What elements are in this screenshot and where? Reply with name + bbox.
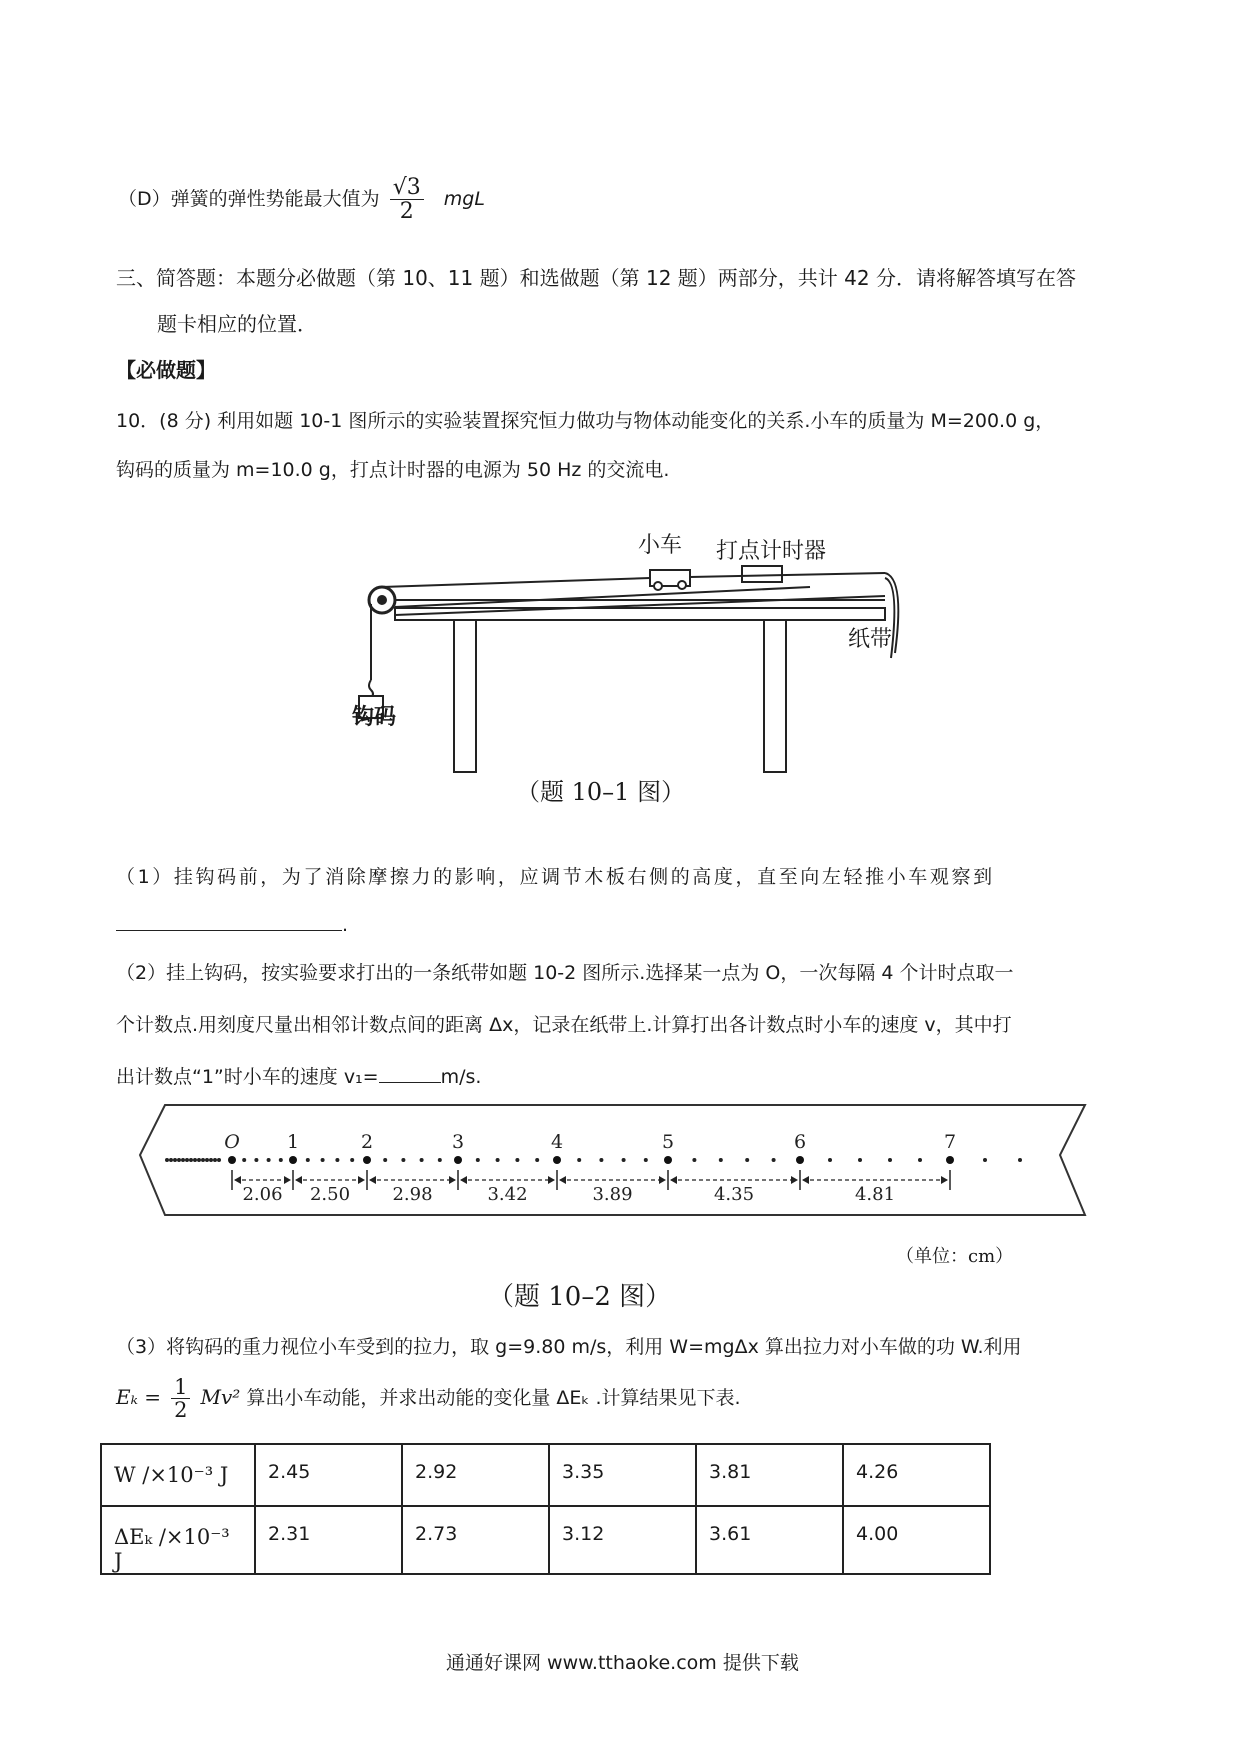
half-numerator: 1 <box>171 1376 190 1399</box>
count-point-7 <box>946 1156 954 1164</box>
part2-line3-pre: 出计数点“1”时小车的速度 v₁= <box>116 1066 379 1088</box>
tape-dot <box>983 1158 987 1162</box>
ek-symbol: Eₖ = <box>116 1385 162 1410</box>
tape-dot <box>1018 1158 1022 1162</box>
answer-blank-2[interactable] <box>379 1064 441 1083</box>
option-d-suffix: mgL <box>443 188 485 211</box>
tape-dot <box>692 1158 696 1162</box>
count-point-o <box>228 1156 236 1164</box>
table-row-work <box>101 1444 990 1506</box>
table-cell: 3.12 <box>549 1506 696 1574</box>
tape-dot <box>438 1158 442 1162</box>
tape-dot <box>242 1158 246 1162</box>
label-tape: 纸带 <box>848 627 893 652</box>
table-cell: 3.35 <box>549 1444 696 1506</box>
table-cell: 4.26 <box>843 1444 990 1506</box>
tape-dot <box>858 1158 862 1162</box>
required-header: 【必做题】 <box>116 358 216 382</box>
part3-line2 <box>116 1376 741 1421</box>
figure-10-1 <box>340 520 940 790</box>
table-cell: 4.00 <box>843 1506 990 1574</box>
tape-dot <box>169 1158 173 1162</box>
count-point-label: 1 <box>286 1131 300 1153</box>
count-point-label: 6 <box>793 1131 807 1153</box>
tape-dot <box>772 1158 776 1162</box>
table-cell: 2.73 <box>402 1506 549 1574</box>
count-point-3 <box>454 1156 462 1164</box>
tape-dot <box>476 1158 480 1162</box>
tape-dot <box>644 1158 648 1162</box>
tape-dot <box>888 1158 892 1162</box>
tape-dot <box>321 1158 325 1162</box>
mv2: Mv² <box>200 1385 241 1410</box>
tape-dot <box>217 1158 221 1162</box>
fraction-denominator: 2 <box>399 199 414 225</box>
part2-line1: （2）挂上钩码，按实验要求打出的一条纸带如题 10-2 图所示.选择某一点为 O，一次每隔 4 个计时点取一 <box>116 962 1014 984</box>
table-cell: 3.61 <box>696 1506 843 1574</box>
table-cell: 2.31 <box>255 1506 402 1574</box>
results-table <box>100 1443 991 1575</box>
tape-dot <box>420 1158 424 1162</box>
fraction-numerator: √3 <box>390 176 424 200</box>
table-cell: 3.81 <box>696 1444 843 1506</box>
fig2-caption: （题 10–2 图） <box>488 1282 672 1312</box>
count-point-label: 3 <box>451 1131 465 1153</box>
half-denominator: 2 <box>174 1398 188 1423</box>
tape-dot <box>515 1158 519 1162</box>
part3-line2-post: 算出小车动能，并求出动能的变化量 ΔEₖ .计算结果见下表. <box>246 1387 741 1410</box>
count-point-1 <box>289 1156 297 1164</box>
label-weight: 钩码 <box>352 705 397 730</box>
tape-dot <box>828 1158 832 1162</box>
section3-line1: 三、简答题：本题分必做题（第 10、11 题）和选做题（第 12 题）两部分，共计 42 分．请将解答填写在答 <box>116 266 1076 290</box>
option-d-fraction <box>390 176 424 223</box>
tape-dot <box>306 1158 310 1162</box>
count-point-5 <box>664 1156 672 1164</box>
half-fraction <box>171 1376 190 1421</box>
distance-label: 3.89 <box>592 1184 633 1205</box>
tape-dot <box>254 1158 258 1162</box>
option-d-prefix: （D）弹簧的弹性势能最大值为 <box>118 188 380 211</box>
distance-label: 4.35 <box>713 1184 755 1205</box>
table-cell: 2.45 <box>255 1444 402 1506</box>
tape-dot <box>577 1158 581 1162</box>
distance-label: 2.50 <box>309 1184 351 1205</box>
q10-line1: 10．(8 分) 利用如题 10-1 图所示的实验装置探究恒力做功与物体动能变化的关系.小车的质量为 M=200.0 g， <box>116 410 1055 432</box>
count-point-6 <box>796 1156 804 1164</box>
tape-dot <box>209 1158 213 1162</box>
fig2-unit: （单位：cm） <box>896 1246 1014 1267</box>
count-point-label: 5 <box>661 1131 675 1153</box>
tape-dot <box>165 1158 169 1162</box>
tape-dot <box>918 1158 922 1162</box>
tape-dot <box>197 1158 201 1162</box>
row-head-energy: ΔEₖ /×10⁻³ J <box>101 1506 255 1574</box>
label-car: 小车 <box>638 533 683 558</box>
row-head-work: W /×10⁻³ J <box>101 1444 255 1506</box>
distance-label: 4.81 <box>854 1184 896 1205</box>
distance-label: 3.42 <box>487 1184 528 1205</box>
part2-line2: 个计数点.用刻度尺量出相邻计数点间的距离 Δx，记录在纸带上.计算打出各计数点时小车的速度 v，其中打 <box>116 1014 1012 1036</box>
tape-dot <box>535 1158 539 1162</box>
tape-dot <box>201 1158 205 1162</box>
tape-dot <box>193 1158 197 1162</box>
figure-10-2 <box>125 1100 1105 1240</box>
section3-line2: 题卡相应的位置． <box>157 312 317 336</box>
label-timer: 打点计时器 <box>716 539 827 564</box>
count-point-label: 2 <box>360 1131 374 1153</box>
part1-line2 <box>116 912 348 936</box>
tape-dot <box>335 1158 339 1162</box>
tape-dot <box>622 1158 626 1162</box>
part3-line1: （3）将钩码的重力视位小车受到的拉力，取 g=9.80 m/s，利用 W=mgΔx 算出拉力对小车做的功 W.利用 <box>116 1336 1022 1358</box>
tape-dot <box>745 1158 749 1162</box>
option-d <box>118 176 485 223</box>
tape-dot <box>189 1158 193 1162</box>
tape-dot <box>205 1158 209 1162</box>
part2-line3-post: m/s. <box>440 1066 482 1088</box>
answer-blank-1[interactable] <box>116 912 342 931</box>
footer-text: 通通好课网 www.tthaoke.com 提供下载 <box>446 1652 799 1674</box>
tape-dot <box>177 1158 181 1162</box>
count-point-2 <box>363 1156 371 1164</box>
part2-line3 <box>116 1062 481 1089</box>
count-point-label: 7 <box>943 1131 957 1153</box>
distance-label: 2.98 <box>392 1184 433 1205</box>
tape-dot <box>350 1158 354 1162</box>
part1-end: . <box>342 914 349 936</box>
count-point-4 <box>553 1156 561 1164</box>
table-cell: 2.92 <box>402 1444 549 1506</box>
part1-line1: （1）挂钩码前，为了消除摩擦力的影响，应调节木板右侧的高度，直至向左轻推小车观察到 <box>116 866 995 888</box>
tape-dot <box>383 1158 387 1162</box>
tape-dot <box>599 1158 603 1162</box>
count-point-label: O <box>224 1131 240 1153</box>
tape-dot <box>173 1158 177 1162</box>
fig1-caption: （题 10–1 图） <box>516 778 686 806</box>
tape-dot <box>181 1158 185 1162</box>
tape-dot <box>213 1158 217 1162</box>
tape-dot <box>401 1158 405 1162</box>
tape-dot <box>185 1158 189 1162</box>
table-row-energy <box>101 1506 990 1574</box>
q10-line2: 钩码的质量为 m=10.0 g，打点计时器的电源为 50 Hz 的交流电. <box>116 459 670 481</box>
tape-dot <box>279 1158 283 1162</box>
distance-label: 2.06 <box>242 1184 283 1205</box>
count-point-label: 4 <box>550 1131 564 1153</box>
tape-dot <box>267 1158 271 1162</box>
tape-dot <box>496 1158 500 1162</box>
tape-dot <box>719 1158 723 1162</box>
